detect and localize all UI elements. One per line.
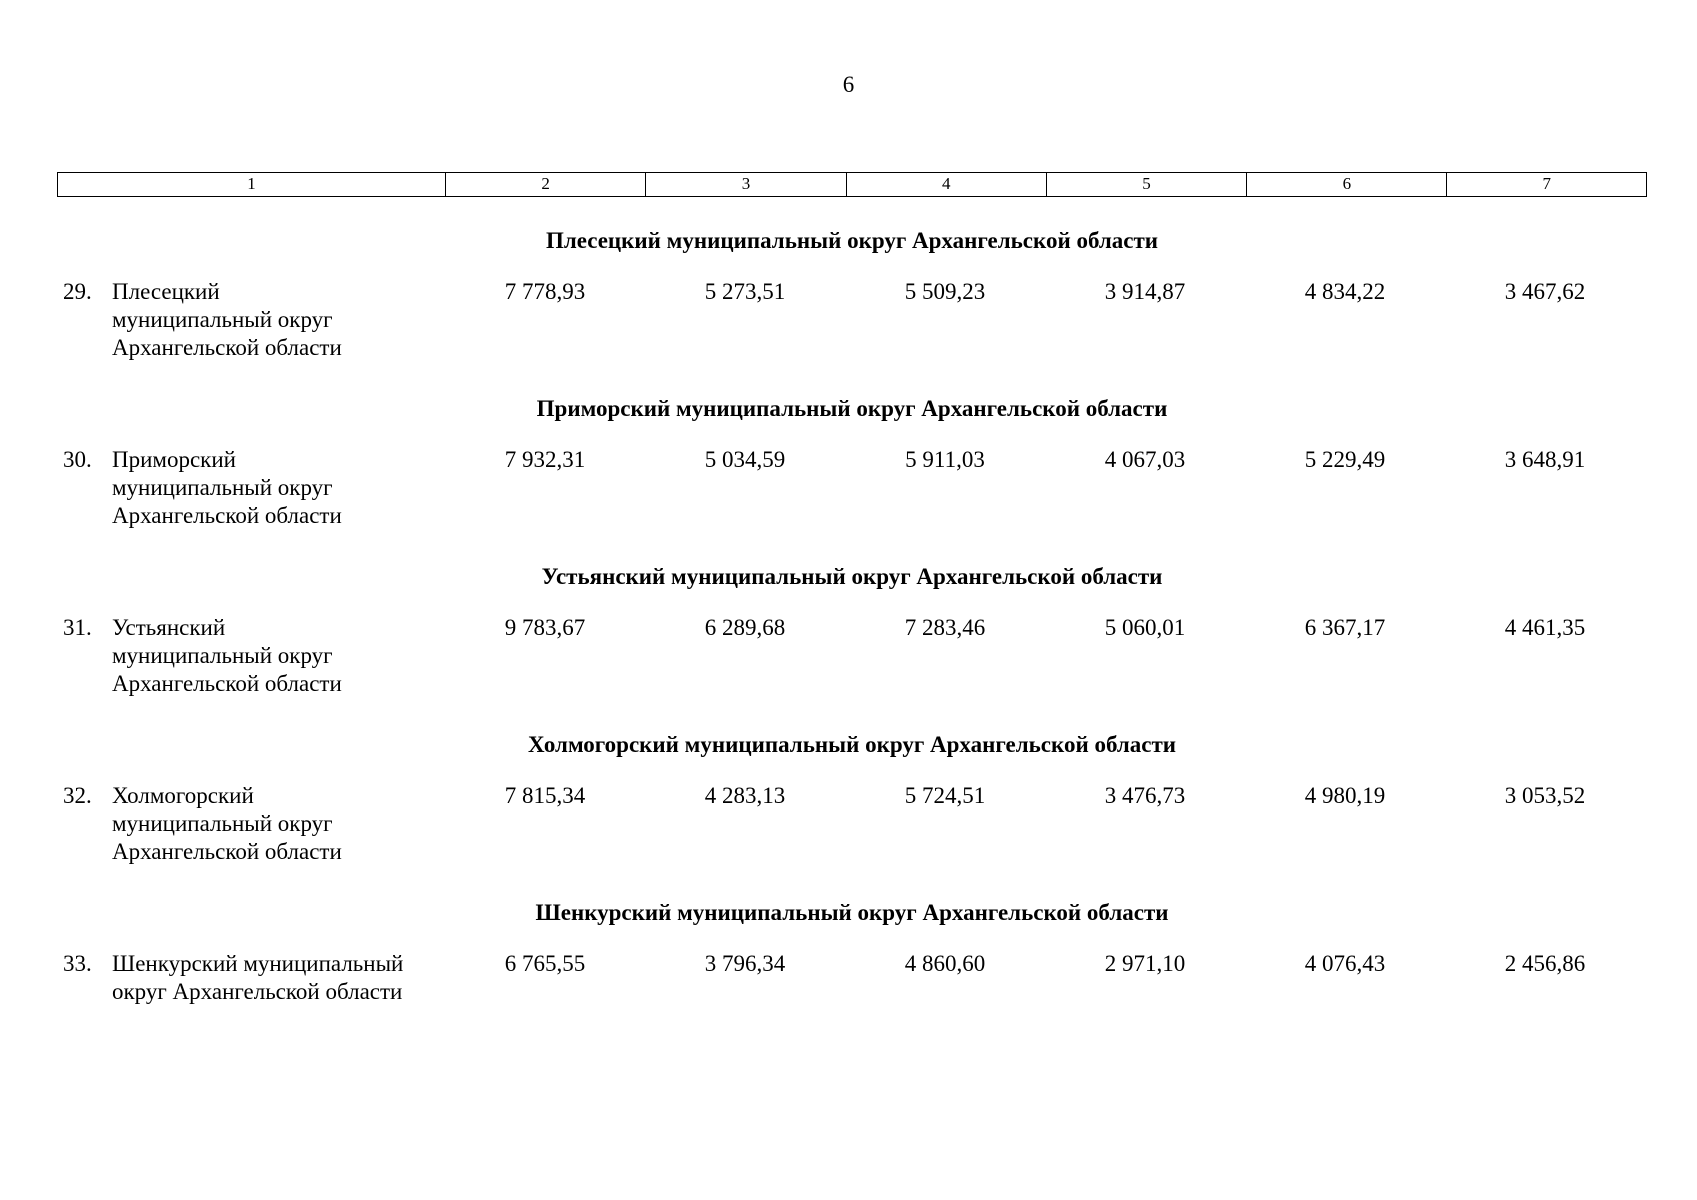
value-col-4: 5 911,03 — [905, 447, 985, 472]
table-row — [57, 614, 1647, 704]
value-col-5: 3 476,73 — [1104, 783, 1186, 808]
table-row — [57, 950, 1647, 1040]
value-col-6: 4 980,19 — [1304, 783, 1386, 808]
section-title: Плесецкий муниципальный округ Архангельской области — [545, 228, 1159, 253]
section-shenkursky — [57, 900, 1647, 1040]
row-name-line: Холмогорский — [112, 783, 254, 808]
value-col-7: 3 053,52 — [1504, 783, 1586, 808]
value-col-5: 5 060,01 — [1104, 615, 1186, 640]
row-name-line: Приморский — [112, 447, 236, 472]
section-title: Устьянский муниципальный округ Архангельской области — [541, 564, 1163, 589]
table-row — [57, 278, 1647, 368]
row-name-line: Архангельской области — [112, 839, 342, 864]
value-col-3: 5 273,51 — [704, 279, 786, 304]
value-col-3: 4 283,13 — [704, 783, 786, 808]
value-col-2: 6 765,55 — [504, 951, 586, 976]
value-col-4: 4 860,60 — [904, 951, 986, 976]
row-name — [112, 446, 442, 530]
row-name-line: муниципальный округ — [112, 643, 333, 668]
value-col-3: 3 796,34 — [704, 951, 786, 976]
value-col-7: 2 456,86 — [1504, 951, 1586, 976]
row-number: 29. — [63, 279, 92, 304]
value-col-5: 2 971,10 — [1104, 951, 1186, 976]
column-header-5: 5 — [1047, 173, 1247, 196]
value-col-2: 7 815,34 — [504, 783, 586, 808]
column-header-6: 6 — [1247, 173, 1447, 196]
value-col-2: 7 932,31 — [504, 447, 586, 472]
value-col-7: 4 461,35 — [1504, 615, 1586, 640]
row-name — [112, 950, 442, 1006]
value-col-4: 5 509,23 — [904, 279, 986, 304]
value-col-3: 5 034,59 — [704, 447, 786, 472]
row-name-line: Шенкурский муниципальный — [112, 951, 404, 976]
value-col-6: 4 834,22 — [1304, 279, 1386, 304]
column-header-3: 3 — [646, 173, 846, 196]
value-col-6: 5 229,49 — [1304, 447, 1386, 472]
row-name-line: Устьянский — [112, 615, 226, 640]
column-header-2: 2 — [446, 173, 646, 196]
value-col-7: 3 648,91 — [1504, 447, 1586, 472]
section-kholmogorsky — [57, 732, 1647, 872]
value-col-5: 4 067,03 — [1104, 447, 1186, 472]
row-name-line: муниципальный округ — [112, 811, 333, 836]
column-header-7: 7 — [1542, 174, 1551, 193]
row-name-line: Архангельской области — [112, 671, 342, 696]
table-row — [57, 446, 1647, 536]
row-number: 31. — [63, 615, 92, 640]
section-plesetsky — [57, 228, 1647, 368]
section-title: Приморский муниципальный округ Архангельской области — [536, 396, 1168, 421]
value-col-2: 7 778,93 — [504, 279, 586, 304]
table-row — [57, 782, 1647, 872]
value-col-7: 3 467,62 — [1504, 279, 1586, 304]
value-col-5: 3 914,87 — [1104, 279, 1186, 304]
column-header-row — [57, 172, 1647, 197]
column-header-4: 4 — [847, 173, 1047, 196]
row-number: 30. — [63, 447, 92, 472]
row-name — [112, 782, 442, 866]
value-col-4: 7 283,46 — [904, 615, 986, 640]
row-name-line: муниципальный округ — [112, 475, 333, 500]
value-col-2: 9 783,67 — [504, 615, 586, 640]
section-primorsky — [57, 396, 1647, 536]
value-col-6: 4 076,43 — [1304, 951, 1386, 976]
row-name-line: муниципальный округ — [112, 307, 333, 332]
row-name-line: Архангельской области — [112, 503, 342, 528]
row-name-line: округ Архангельской области — [112, 979, 403, 1004]
row-number: 33. — [63, 951, 92, 976]
value-col-6: 6 367,17 — [1304, 615, 1386, 640]
row-name-line: Плесецкий — [112, 279, 220, 304]
section-ustyansky — [57, 564, 1647, 704]
section-title: Холмогорский муниципальный округ Архангельской области — [527, 732, 1177, 757]
value-col-4: 5 724,51 — [904, 783, 986, 808]
section-title: Шенкурский муниципальный округ Архангельской области — [535, 900, 1169, 925]
value-col-3: 6 289,68 — [704, 615, 786, 640]
column-header-1: 1 — [58, 173, 446, 196]
row-name-line: Архангельской области — [112, 335, 342, 360]
page-number: 6 — [842, 72, 855, 97]
row-number: 32. — [63, 783, 92, 808]
row-name — [112, 614, 442, 698]
row-name — [112, 278, 442, 362]
